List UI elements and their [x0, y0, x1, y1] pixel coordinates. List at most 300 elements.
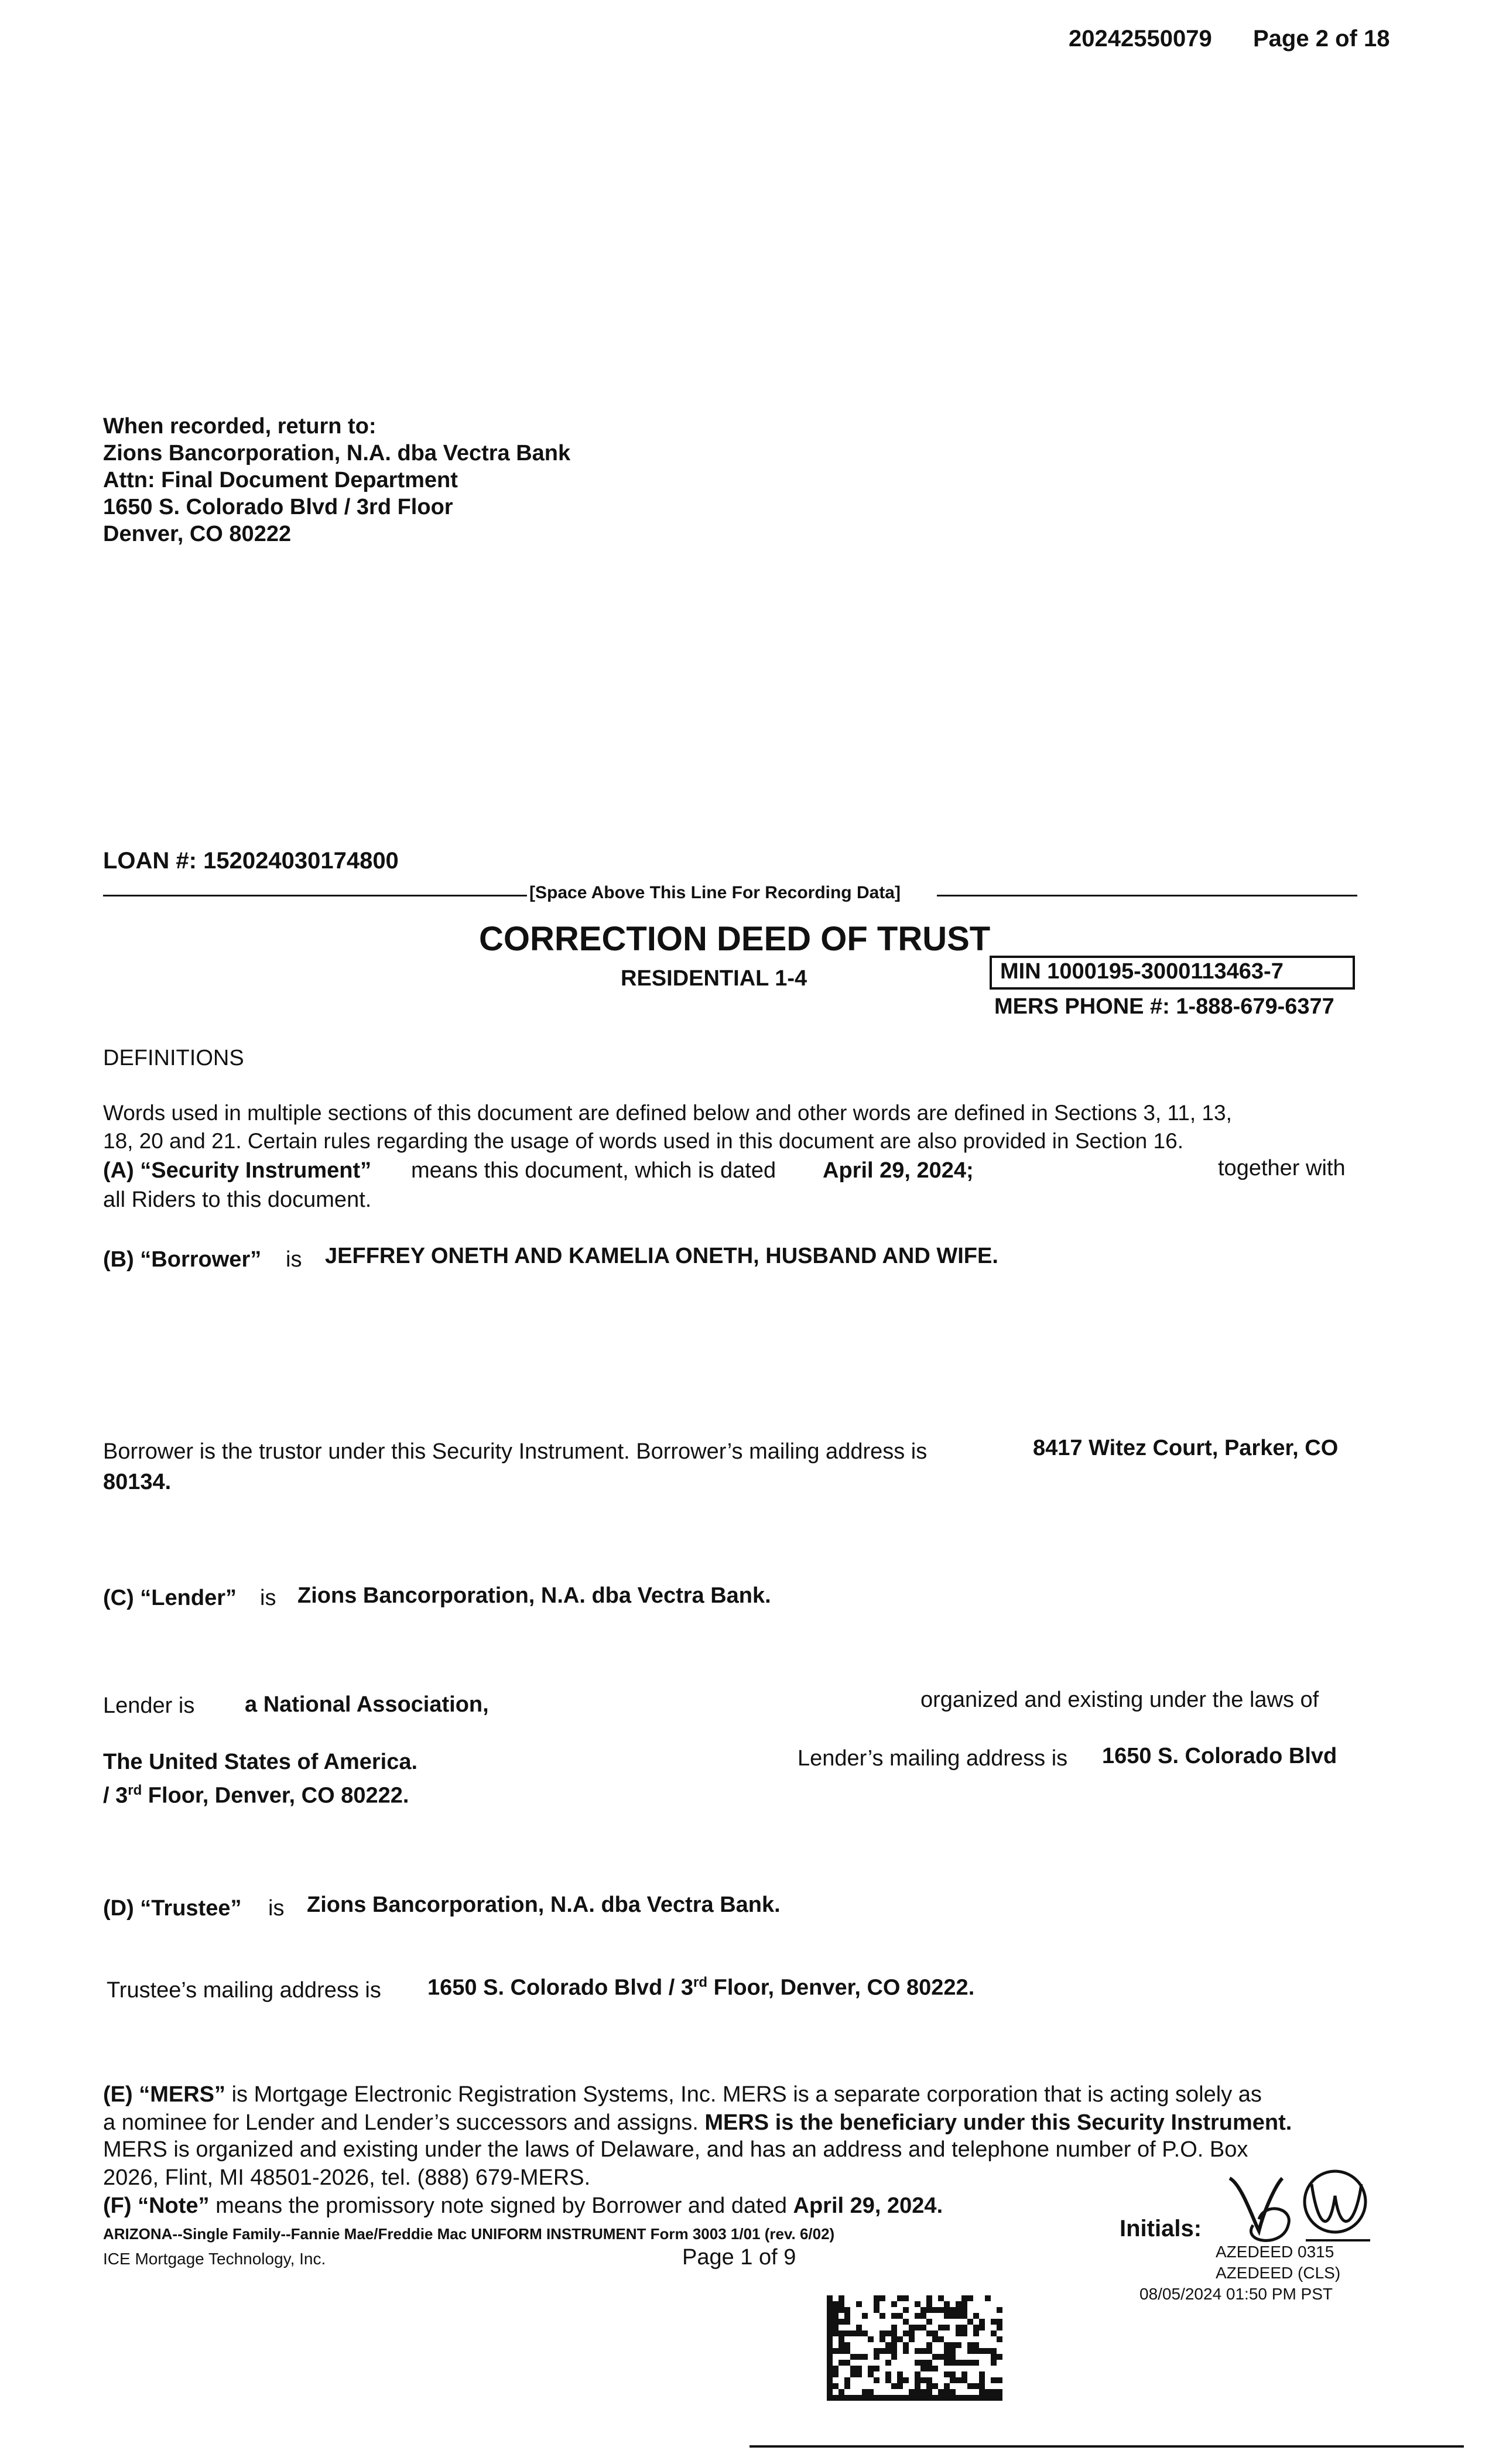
barcode-cell — [844, 2330, 850, 2336]
barcode-cell — [926, 2330, 932, 2336]
barcode-cell — [932, 2383, 938, 2389]
barcode-cell — [926, 2348, 932, 2354]
lender-country: The United States of America. — [103, 1750, 418, 1774]
lender-mailing-line2-suffix: Floor, Denver, CO 80222. — [142, 1783, 409, 1808]
barcode-cell — [938, 2336, 944, 2342]
barcode-cell — [856, 2395, 862, 2401]
barcode-cell — [874, 2301, 879, 2307]
barcode-cell — [926, 2319, 932, 2325]
barcode-cell — [833, 2330, 839, 2336]
barcode-cell — [991, 2330, 997, 2336]
barcode-cell — [850, 2366, 856, 2371]
barcode-cell — [903, 2342, 909, 2348]
barcode-cell — [862, 2395, 868, 2401]
barcode-cell — [915, 2371, 920, 2377]
section-c-label: (C) “Lender” — [103, 1586, 237, 1610]
bottom-rule — [750, 2445, 1464, 2448]
intro-line-2: 18, 20 and 21. Certain rules regarding the usage of words used in this document are also provided in Section 16. — [103, 1129, 1183, 1153]
barcode-cell — [885, 2371, 891, 2377]
barcode-cell — [944, 2348, 950, 2354]
barcode-cell — [903, 2348, 909, 2354]
barcode-cell — [956, 2342, 961, 2348]
section-e-line-2-plain: a nominee for Lender and Lender’s successors and assigns. — [103, 2110, 699, 2135]
page-number: Page 1 of 9 — [682, 2245, 796, 2270]
barcode-cell — [839, 2342, 844, 2348]
barcode-cell — [856, 2366, 862, 2371]
barcode-cell — [967, 2295, 973, 2301]
barcode-cell — [950, 2342, 956, 2348]
barcode-cell — [874, 2348, 879, 2354]
barcode-cell — [956, 2360, 961, 2366]
barcode-cell — [874, 2395, 879, 2401]
barcode-cell — [920, 2325, 926, 2330]
barcode-cell — [868, 2395, 874, 2401]
barcode-cell — [844, 2313, 850, 2319]
barcode-cell — [833, 2307, 839, 2313]
barcode-cell — [950, 2354, 956, 2360]
section-d-label: (D) “Trustee” — [103, 1896, 242, 1921]
section-f-date: April 29, 2024. — [793, 2193, 943, 2218]
lender-mailing-line2-prefix: / 3 — [103, 1783, 128, 1808]
barcode-cell — [868, 2336, 874, 2342]
barcode-cell — [879, 2395, 885, 2401]
barcode-cell — [920, 2348, 926, 2354]
barcode-cell — [903, 2307, 909, 2313]
barcode-cell — [956, 2301, 961, 2307]
barcode-cell — [920, 2389, 926, 2395]
barcode-cell — [985, 2395, 991, 2401]
barcode-cell — [850, 2371, 856, 2377]
section-a-date: April 29, 2024; — [823, 1158, 974, 1183]
barcode-cell — [874, 2354, 879, 2360]
barcode-cell — [979, 2383, 985, 2389]
barcode-cell — [973, 2342, 979, 2348]
space-above-label: [Space Above This Line For Recording Data] — [529, 883, 901, 902]
section-a-label: (A) “Security Instrument” — [103, 1158, 372, 1183]
barcode-cell — [967, 2395, 973, 2401]
barcode-cell — [956, 2377, 961, 2383]
barcode-cell — [897, 2395, 903, 2401]
barcode-cell — [944, 2325, 950, 2330]
min-number: MIN 1000195-3000113463-7 — [1000, 959, 1284, 984]
barcode-cell — [897, 2371, 903, 2377]
barcode-cell — [950, 2389, 956, 2395]
barcode-cell — [885, 2360, 891, 2366]
barcode-cell — [885, 2342, 891, 2348]
barcode-cell — [856, 2371, 862, 2377]
barcode-cell — [879, 2330, 885, 2336]
barcode-cell — [879, 2348, 885, 2354]
return-line-3: Attn: Final Document Department — [103, 468, 458, 492]
barcode-cell — [944, 2342, 950, 2348]
barcode-cell — [897, 2377, 903, 2383]
section-c-is: is — [260, 1586, 276, 1610]
barcode-cell — [839, 2348, 844, 2354]
barcode-cell — [961, 2330, 967, 2336]
barcode-cell — [973, 2330, 979, 2336]
barcode-cell — [973, 2383, 979, 2389]
barcode-cell — [879, 2295, 885, 2301]
barcode-cell — [926, 2307, 932, 2313]
section-f — [103, 2193, 943, 2219]
barcode-cell — [827, 2295, 833, 2301]
barcode-cell — [979, 2348, 985, 2354]
barcode-cell — [973, 2325, 979, 2330]
trustee-address-prefix: 1650 S. Colorado Blvd / 3 — [427, 1975, 694, 2000]
definitions-heading: DEFINITIONS — [103, 1046, 244, 1070]
barcode-cell — [856, 2330, 862, 2336]
section-e-line-2-bold: MERS is the beneficiary under this Security Instrument. — [704, 2110, 1292, 2135]
barcode-cell — [833, 2383, 839, 2389]
barcode-cell — [827, 2313, 833, 2319]
section-e-line-1 — [103, 2082, 1262, 2107]
barcode-cell — [961, 2395, 967, 2401]
barcode-cell — [839, 2360, 844, 2366]
document-title: CORRECTION DEED OF TRUST — [479, 920, 991, 958]
barcode-cell — [926, 2295, 932, 2301]
barcode-cell — [891, 2336, 897, 2342]
barcode-cell — [839, 2330, 844, 2336]
barcode-cell — [926, 2301, 932, 2307]
barcode-cell — [856, 2301, 862, 2307]
barcode-cell — [897, 2383, 903, 2389]
barcode-cell — [839, 2307, 844, 2313]
barcode-cell — [938, 2307, 944, 2313]
barcode-cell — [944, 2301, 950, 2307]
barcode-cell — [991, 2319, 997, 2325]
barcode-cell — [920, 2313, 926, 2319]
borrower-address-text: Borrower is the trustor under this Security Instrument. Borrower’s mailing address is — [103, 1439, 928, 1464]
barcode-cell — [844, 2348, 850, 2354]
barcode-cell — [938, 2325, 944, 2330]
barcode-cell — [856, 2354, 862, 2360]
barcode-cell — [915, 2325, 920, 2330]
barcode-cell — [979, 2371, 985, 2377]
lender-mailing-label: Lender’s mailing address is — [798, 1746, 1068, 1771]
azedeed-code: AZEDEED 0315 — [1216, 2243, 1334, 2261]
barcode-cell — [920, 2307, 926, 2313]
barcode-cell — [920, 2366, 926, 2371]
barcode-cell — [862, 2354, 868, 2360]
barcode-cell — [926, 2360, 932, 2366]
barcode-cell — [961, 2371, 967, 2377]
barcode-cell — [891, 2342, 897, 2348]
borrower-address-line1: 8417 Witez Court, Parker, CO — [1033, 1436, 1339, 1460]
barcode-cell — [944, 2383, 950, 2389]
lender-name: Zions Bancorporation, N.A. dba Vectra Bank. — [297, 1583, 771, 1608]
section-d-is: is — [268, 1896, 285, 1921]
barcode-cell — [868, 2366, 874, 2371]
barcode-cell — [903, 2395, 909, 2401]
section-f-label: (F) “Note” — [103, 2193, 210, 2218]
barcode-cell — [839, 2301, 844, 2307]
barcode-cell — [997, 2389, 1002, 2395]
barcode-cell — [920, 2360, 926, 2366]
return-line-1: When recorded, return to: — [103, 414, 377, 439]
section-a-text: means this document, which is dated — [411, 1158, 776, 1183]
barcode-cell — [926, 2389, 932, 2395]
barcode-cell — [915, 2389, 920, 2395]
barcode-cell — [827, 2342, 833, 2348]
barcode-cell — [973, 2348, 979, 2354]
return-line-4: 1650 S. Colorado Blvd / 3rd Floor — [103, 495, 453, 519]
return-line-2: Zions Bancorporation, N.A. dba Vectra Bank — [103, 441, 571, 466]
section-e-line-4: 2026, Flint, MI 48501-2026, tel. (888) 679-MERS. — [103, 2165, 591, 2190]
barcode-cell — [844, 2307, 850, 2313]
barcode-cell — [909, 2389, 915, 2395]
barcode-cell — [903, 2330, 909, 2336]
borrower-names: JEFFREY ONETH AND KAMELIA ONETH, HUSBAND AND WIFE. — [325, 1244, 998, 1268]
barcode-cell — [909, 2395, 915, 2401]
barcode-cell — [950, 2307, 956, 2313]
barcode-cell — [967, 2360, 973, 2366]
barcode-cell — [862, 2313, 868, 2319]
barcode-cell — [909, 2336, 915, 2342]
barcode-cell — [850, 2354, 856, 2360]
recording-rule-right — [937, 895, 1357, 896]
barcode-cell — [985, 2295, 991, 2301]
barcode-cell — [915, 2377, 920, 2383]
barcode-cell — [891, 2383, 897, 2389]
barcode-cell — [973, 2313, 979, 2319]
barcode-cell — [956, 2307, 961, 2313]
section-f-text: means the promissory note signed by Borrower and dated — [215, 2193, 787, 2218]
azedeed-cls: AZEDEED (CLS) — [1216, 2264, 1341, 2282]
barcode-cell — [850, 2395, 856, 2401]
lender-is-label: Lender is — [103, 1693, 195, 1718]
barcode-cell — [827, 2366, 833, 2371]
lender-mailing-value: 1650 S. Colorado Blvd — [1102, 1744, 1337, 1768]
barcode-cell — [879, 2336, 885, 2342]
barcode-cell — [961, 2313, 967, 2319]
barcode-cell — [891, 2395, 897, 2401]
barcode-cell — [897, 2295, 903, 2301]
barcode-cell — [856, 2325, 862, 2330]
recording-rule-left — [103, 895, 527, 896]
barcode-cell — [950, 2395, 956, 2401]
barcode-cell — [885, 2395, 891, 2401]
intro-line-1: Words used in multiple sections of this document are defined below and other words are defined in Sections 3, 11, 13, — [103, 1101, 1232, 1125]
barcode-cell — [932, 2354, 938, 2360]
trustee-address-suffix: Floor, Denver, CO 80222. — [707, 1975, 975, 2000]
barcode-cell — [833, 2348, 839, 2354]
barcode-cell — [973, 2360, 979, 2366]
borrower-address-line2: 80134. — [103, 1470, 172, 1494]
barcode-cell — [979, 2319, 985, 2325]
barcode-cell — [850, 2330, 856, 2336]
barcode-cell — [997, 2336, 1002, 2342]
barcode-cell — [997, 2395, 1002, 2401]
section-b-label: (B) “Borrower” — [103, 1247, 262, 1272]
barcode-cell — [868, 2389, 874, 2395]
barcode-cell — [956, 2313, 961, 2319]
section-e-label: (E) “MERS” — [103, 2082, 225, 2107]
barcode-cell — [915, 2301, 920, 2307]
barcode-cell — [827, 2325, 833, 2330]
loan-number: LOAN #: 152024030174800 — [103, 848, 399, 874]
barcode-cell — [956, 2325, 961, 2330]
barcode-cell — [961, 2377, 967, 2383]
trustee-address-sup: rd — [693, 1974, 708, 1990]
barcode-cell — [950, 2348, 956, 2354]
page-indicator: Page 2 of 18 — [1253, 26, 1390, 52]
barcode-cell — [885, 2330, 891, 2336]
barcode-cell — [844, 2395, 850, 2401]
barcode-cell — [839, 2319, 844, 2325]
barcode-cell — [844, 2360, 850, 2366]
barcode-cell — [932, 2336, 938, 2342]
barcode-cell — [827, 2395, 833, 2401]
section-e-line-2 — [103, 2110, 1292, 2136]
barcode-cell — [833, 2325, 839, 2330]
barcode-cell — [827, 2360, 833, 2366]
barcode-cell — [997, 2325, 1002, 2330]
section-a-tail: all Riders to this document. — [103, 1187, 372, 1212]
barcode-cell — [874, 2377, 879, 2383]
barcode-cell — [979, 2395, 985, 2401]
section-b-is: is — [286, 1247, 302, 1272]
barcode-cell — [827, 2383, 833, 2389]
barcode-cell — [944, 2313, 950, 2319]
barcode-cell — [862, 2330, 868, 2336]
lender-organized-text: organized and existing under the laws of — [920, 1688, 1319, 1712]
barcode-cell — [839, 2336, 844, 2342]
barcode-cell — [944, 2307, 950, 2313]
barcode-cell — [874, 2295, 879, 2301]
barcode-cell — [827, 2377, 833, 2383]
barcode-cell — [891, 2348, 897, 2354]
barcode-cell — [827, 2336, 833, 2342]
barcode-cell — [839, 2295, 844, 2301]
barcode-cell — [897, 2313, 903, 2319]
barcode-cell — [973, 2395, 979, 2401]
barcode-cell — [967, 2319, 973, 2325]
barcode-cell — [903, 2377, 909, 2383]
barcode-cell — [827, 2354, 833, 2360]
barcode-cell — [967, 2383, 973, 2389]
barcode-cell — [961, 2307, 967, 2313]
barcode-cell — [874, 2366, 879, 2371]
barcode-cell — [961, 2295, 967, 2301]
trustee-name: Zions Bancorporation, N.A. dba Vectra Bank. — [307, 1893, 781, 1917]
barcode-cell — [833, 2395, 839, 2401]
barcode-cell — [950, 2377, 956, 2383]
barcode-cell — [915, 2383, 920, 2389]
barcode-cell — [950, 2313, 956, 2319]
barcode-cell — [879, 2313, 885, 2319]
barcode-cell — [991, 2395, 997, 2401]
barcode-cell — [891, 2313, 897, 2319]
barcode-cell — [862, 2389, 868, 2395]
barcode-cell — [991, 2360, 997, 2366]
barcode-cell — [833, 2371, 839, 2377]
barcode-cell — [827, 2371, 833, 2377]
barcode-cell — [944, 2395, 950, 2401]
initials-label: Initials: — [1120, 2216, 1202, 2241]
barcode-cell — [868, 2371, 874, 2377]
document-number: 20242550079 — [1069, 26, 1212, 52]
return-line-5: Denver, CO 80222 — [103, 522, 292, 546]
barcode-cell — [967, 2342, 973, 2348]
barcode-cell — [926, 2342, 932, 2348]
barcode-cell — [833, 2319, 839, 2325]
barcode-cell — [932, 2307, 938, 2313]
barcode-cell — [827, 2307, 833, 2313]
barcode-cell — [967, 2348, 973, 2354]
barcode-cell — [979, 2389, 985, 2395]
barcode-cell — [956, 2395, 961, 2401]
barcode-cell — [950, 2371, 956, 2377]
barcode-cell — [991, 2354, 997, 2360]
barcode-cell — [985, 2389, 991, 2395]
barcode-cell — [938, 2354, 944, 2360]
barcode-cell — [827, 2319, 833, 2325]
barcode-cell — [997, 2377, 1002, 2383]
barcode-cell — [985, 2348, 991, 2354]
form-line: ARIZONA--Single Family--Fannie Mae/Freddie Mac UNIFORM INSTRUMENT Form 3003 1/01 (rev. 6/02) — [103, 2225, 835, 2243]
barcode-cell — [944, 2371, 950, 2377]
barcode-cell — [833, 2301, 839, 2307]
lender-mailing-line2 — [103, 1782, 409, 1809]
barcode-cell — [915, 2348, 920, 2354]
barcode-cell — [891, 2354, 897, 2360]
barcode-cell — [839, 2389, 844, 2395]
barcode-cell — [938, 2295, 944, 2301]
document-subtitle: RESIDENTIAL 1-4 — [621, 966, 807, 991]
barcode-cell — [827, 2389, 833, 2395]
barcode-cell — [932, 2366, 938, 2371]
barcode-cell — [920, 2377, 926, 2383]
trustee-address-value — [427, 1974, 974, 2001]
barcode-icon — [827, 2295, 1002, 2401]
section-e-line-3: MERS is organized and existing under the laws of Delaware, and has an address and telephone number of P.O. Box — [103, 2137, 1248, 2162]
barcode-cell — [891, 2301, 897, 2307]
barcode-cell — [979, 2377, 985, 2383]
barcode-cell — [944, 2389, 950, 2395]
section-e-line-1-text: is Mortgage Electronic Registration Systems, Inc. MERS is a separate corporation that is acting solely as — [231, 2082, 1262, 2107]
barcode-cell — [844, 2377, 850, 2383]
barcode-cell — [991, 2389, 997, 2395]
barcode-cell — [991, 2377, 997, 2383]
barcode-cell — [926, 2383, 932, 2389]
trustee-address-label: Trustee’s mailing address is — [107, 1978, 381, 2003]
barcode-cell — [938, 2389, 944, 2395]
barcode-cell — [915, 2360, 920, 2366]
barcode-cell — [891, 2325, 897, 2330]
barcode-cell — [932, 2330, 938, 2336]
barcode-cell — [833, 2366, 839, 2371]
barcode-cell — [961, 2360, 967, 2366]
barcode-cell — [903, 2295, 909, 2301]
mers-phone: MERS PHONE #: 1-888-679-6377 — [994, 994, 1334, 1019]
barcode-cell — [997, 2307, 1002, 2313]
barcode-cell — [833, 2313, 839, 2319]
barcode-cell — [961, 2301, 967, 2307]
barcode-cell — [979, 2325, 985, 2330]
barcode-cell — [839, 2395, 844, 2401]
barcode-cell — [909, 2330, 915, 2336]
barcode-cell — [909, 2325, 915, 2330]
barcode-cell — [956, 2330, 961, 2336]
barcode-cell — [961, 2325, 967, 2330]
barcode-cell — [938, 2395, 944, 2401]
barcode-cell — [827, 2301, 833, 2307]
barcode-cell — [944, 2354, 950, 2360]
barcode-cell — [827, 2330, 833, 2336]
timestamp: 08/05/2024 01:50 PM PST — [1139, 2285, 1333, 2303]
initials-signature-icon — [1218, 2161, 1382, 2254]
lender-org-type: a National Association, — [245, 1692, 489, 1717]
